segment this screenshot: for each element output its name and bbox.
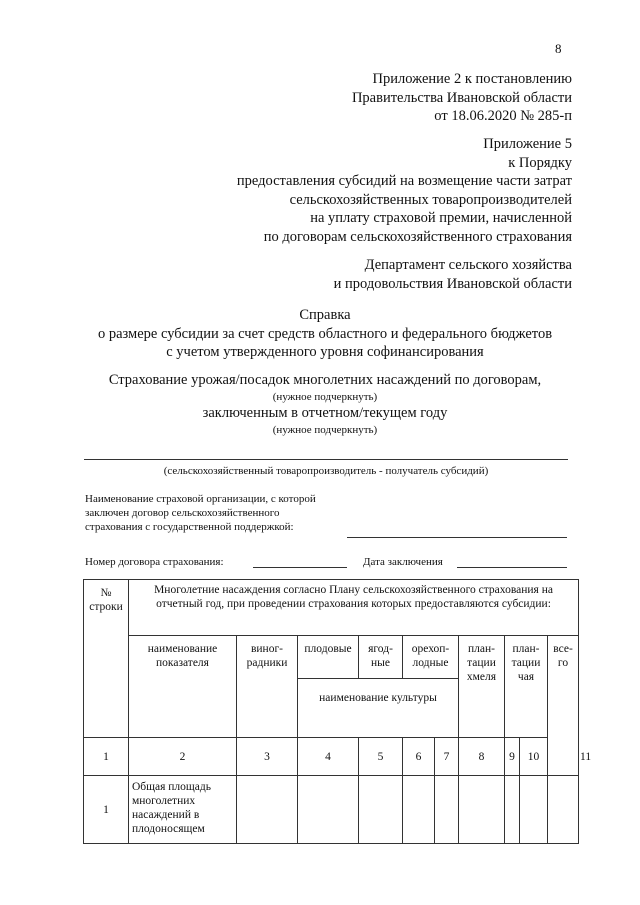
title-line: Справка bbox=[299, 307, 351, 323]
appendix-2-line: Приложение 2 к постановлению bbox=[372, 71, 572, 87]
column-number: 1 bbox=[84, 738, 129, 776]
header-vineyards: виног-радники bbox=[237, 636, 298, 738]
column-number: 2 bbox=[129, 738, 237, 776]
column-number: 3 bbox=[237, 738, 298, 776]
table-cell[interactable] bbox=[359, 776, 403, 844]
addressee-line: Департамент сельского хозяйства bbox=[364, 257, 572, 273]
header-plantings: Многолетние насаждения согласно Плану сельскохозяйственного страхования на отчетный год, при проведении страхования которых предоставляются субсидии: bbox=[129, 580, 579, 636]
addressee-block bbox=[172, 256, 572, 293]
appendix-5-line: сельскохозяйственных товаропроизводителей bbox=[289, 191, 572, 208]
subsidy-table: № строки Многолетние насаждения согласно Плану сельскохозяйственного страхования на отчетный год, при проведении страхования которых предоставляются субсидии: наименование показателя виног-радники плодовые ягод-ные орехоп-лодные план-тации хмеля план-тации чая все-го наименование культуры 1 2 3 4 5 6 7 8 9 10 11 1 Общая площадь многолетних насаждений в плодоносящем bbox=[83, 579, 579, 844]
page-number: 8 bbox=[555, 41, 562, 56]
table-cell[interactable] bbox=[403, 776, 435, 844]
header-culture-name: наименование культуры bbox=[298, 679, 459, 738]
insurer-field-line[interactable] bbox=[347, 537, 567, 538]
appendix-5-block bbox=[112, 135, 572, 246]
row-number: 1 bbox=[84, 776, 129, 844]
insurer-label bbox=[85, 492, 375, 534]
header-indicator-name: наименование показателя bbox=[129, 636, 237, 738]
appendix-2-line: от 18.06.2020 № 285-п bbox=[434, 108, 572, 124]
table-cell[interactable] bbox=[520, 776, 548, 844]
producer-field-line[interactable] bbox=[84, 459, 568, 460]
column-number: 8 bbox=[459, 738, 505, 776]
header-fruit: плодовые bbox=[298, 636, 359, 679]
title-line: о размере субсидии за счет средств областного и федерального бюджетов bbox=[97, 325, 553, 342]
document-title bbox=[60, 306, 590, 362]
appendix-2-line: Правительства Ивановской области bbox=[351, 89, 572, 106]
insurer-label-line: Наименование страховой организации, с которой bbox=[85, 493, 316, 505]
appendix-5-line: на уплату страховой премии, начисленной bbox=[310, 210, 572, 226]
contract-number-label: Номер договора страхования: bbox=[85, 556, 224, 568]
table-cell[interactable] bbox=[237, 776, 298, 844]
insurer-label-line: заключен договор сельскохозяйственного bbox=[85, 507, 280, 519]
column-number: 6 bbox=[403, 738, 435, 776]
column-number: 10 bbox=[520, 738, 548, 776]
table-cell[interactable] bbox=[459, 776, 505, 844]
addressee-line: и продовольствия Ивановской области bbox=[333, 275, 572, 292]
table-cell[interactable] bbox=[505, 776, 520, 844]
appendix-5-line: Приложение 5 bbox=[483, 136, 572, 152]
row-label: Общая площадь многолетних насаждений в плодоносящем bbox=[129, 776, 237, 844]
header-tea-plantations: план-тации чая bbox=[505, 636, 548, 738]
appendix-5-line: к Порядку bbox=[508, 154, 572, 171]
column-number: 5 bbox=[359, 738, 403, 776]
insurance-hint-2: (нужное подчеркнуть) bbox=[272, 424, 378, 436]
column-number: 9 bbox=[505, 738, 520, 776]
appendix-5-line: предоставления субсидий на возмещение части затрат bbox=[236, 173, 572, 189]
appendix-5-line: по договорам сельскохозяйственного страхования bbox=[263, 228, 572, 245]
contract-date-label: Дата заключения bbox=[363, 556, 443, 568]
insurance-line-2: заключенным в отчетном/текущем году bbox=[202, 405, 448, 421]
insurance-hint-1: (нужное подчеркнуть) bbox=[272, 391, 378, 403]
insurance-line-1: Страхование урожая/посадок многолетних насаждений по договорам, bbox=[108, 372, 542, 388]
table-cell[interactable] bbox=[435, 776, 459, 844]
producer-caption: (сельскохозяйственный товаропроизводитель - получатель субсидий) bbox=[163, 465, 489, 477]
header-berry: ягод-ные bbox=[359, 636, 403, 679]
table-cell[interactable] bbox=[298, 776, 359, 844]
contract-number-field-line[interactable] bbox=[253, 567, 347, 568]
appendix-2-block bbox=[152, 70, 572, 126]
header-hop-plantations: план-тации хмеля bbox=[459, 636, 505, 738]
insurer-label-line: страхования с государственной поддержкой: bbox=[85, 521, 294, 533]
column-number: 4 bbox=[298, 738, 359, 776]
header-total: все-го bbox=[548, 636, 579, 776]
table-cell[interactable] bbox=[548, 776, 579, 844]
column-number: 7 bbox=[435, 738, 459, 776]
title-line: с учетом утвержденного уровня софинансирования bbox=[166, 344, 484, 360]
contract-date-field-line[interactable] bbox=[457, 567, 567, 568]
header-nut: орехоп-лодные bbox=[403, 636, 459, 679]
header-row-number: № строки bbox=[84, 580, 129, 738]
